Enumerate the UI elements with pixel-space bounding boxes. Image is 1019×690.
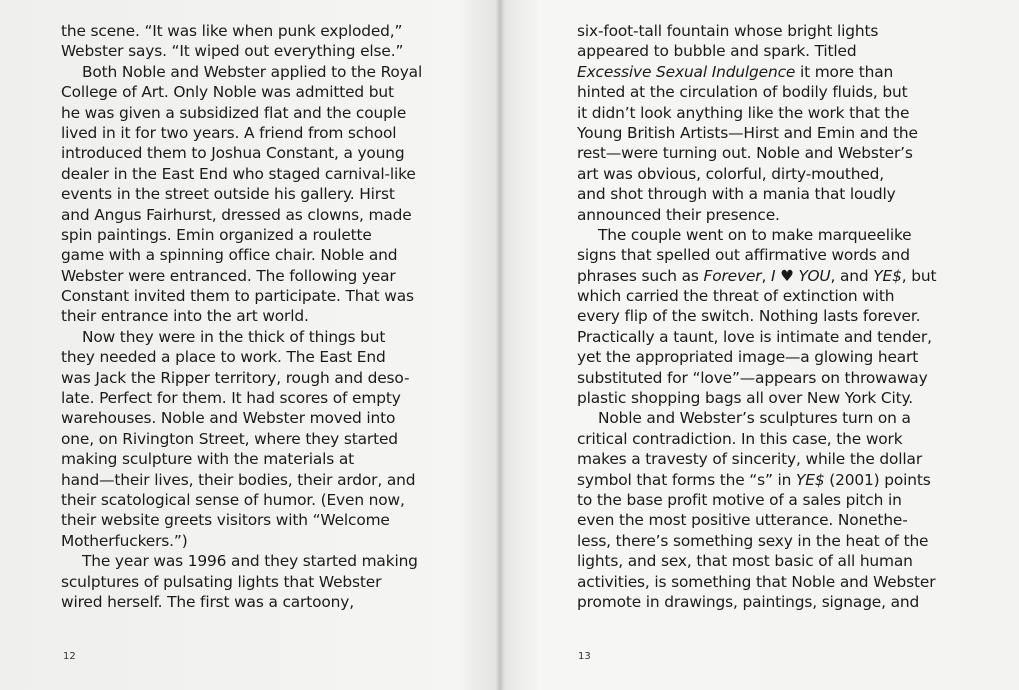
text-segment: Practically a taunt, love is intimate and tender, [577, 327, 932, 346]
text-line [577, 531, 1007, 551]
text-line: warehouses. Noble and Webster moved into [61, 409, 396, 428]
text-segment: Young British Artists—Hirst and Emin and the [577, 123, 918, 142]
text-line [577, 551, 1007, 571]
text-segment: phrases such as [577, 266, 704, 285]
text-segment: hinted at the circulation of bodily fluids, but [577, 83, 908, 102]
text-segment: activities, is something that Noble and Webster [577, 572, 936, 591]
text-line [577, 266, 1007, 286]
text-line: Both Noble and Webster applied to the Royal [82, 62, 423, 81]
italic-title: Forever [703, 266, 762, 285]
text-line: spin paintings. Emin organized a roulette [61, 225, 372, 244]
left-page-body-text [61, 21, 481, 612]
text-line [577, 408, 1007, 428]
text-line [577, 490, 1007, 510]
text-line [577, 572, 1007, 592]
text-line: The year was 1996 and they started making [82, 552, 418, 571]
text-segment: promote in drawings, paintings, signage, and [577, 592, 920, 611]
text-segment: and shot through with a mania that loudly [577, 185, 896, 204]
text-line: sculptures of pulsating lights that Webster [61, 572, 382, 591]
italic-title: Excessive Sexual Indulgence [577, 62, 796, 81]
text-line [577, 184, 1007, 204]
text-line [577, 347, 1007, 367]
text-segment: art was obvious, colorful, dirty-mouthed, [577, 164, 885, 183]
text-line [577, 164, 1007, 184]
text-line [577, 470, 1007, 490]
text-line: introduced them to Joshua Constant, a young [61, 144, 405, 163]
text-line: he was given a subsidized flat and the couple [61, 103, 407, 122]
text-line [577, 143, 1007, 163]
text-line: their scatological sense of humor. (Even now, [61, 490, 405, 509]
text-line: dealer in the East End who staged carnival-like [61, 164, 416, 183]
text-segment: plastic shopping bags all over New York City. [577, 389, 914, 408]
text-segment: lights, and sex, that most basic of all human [577, 552, 913, 571]
right-page [500, 0, 1019, 690]
text-line: Now they were in the thick of things but [82, 327, 386, 346]
text-segment: The couple went on to make marqueelike [598, 225, 912, 244]
text-line: their website greets visitors with “Welcome [61, 511, 390, 530]
text-segment: less, there’s something sexy in the heat of the [577, 531, 929, 550]
italic-title: YE$ [873, 266, 902, 285]
text-line: events in the street outside his gallery. Hirst [61, 185, 395, 204]
text-segment: which carried the threat of extinction with [577, 287, 895, 306]
text-line: the scene. “It was like when punk exploded,” [61, 22, 403, 40]
left-page-number: 12 [63, 651, 76, 662]
text-segment: every flip of the switch. Nothing lasts forever. [577, 307, 921, 326]
text-line: was Jack the Ripper territory, rough and deso- [61, 368, 410, 387]
text-segment: even the most positive utterance. Nonethe- [577, 511, 908, 530]
text-line [577, 327, 1007, 347]
italic-title: YE$ [796, 470, 825, 489]
italic-title: I ♥ YOU [770, 266, 831, 285]
text-line: Webster says. “It wiped out everything else.” [61, 42, 404, 61]
text-line [577, 510, 1007, 530]
text-segment: yet the appropriated image—a glowing heart [577, 348, 919, 367]
text-line [577, 429, 1007, 449]
right-page-number: 13 [578, 651, 591, 662]
text-line [577, 388, 1007, 408]
text-line: one, on Rivington Street, where they started [61, 429, 398, 448]
text-line [577, 449, 1007, 469]
text-line [577, 41, 1007, 61]
text-line [577, 286, 1007, 306]
text-line: game with a spinning office chair. Noble and [61, 246, 398, 265]
text-line [577, 225, 1007, 245]
text-segment: appeared to bubble and spark. Titled [577, 42, 857, 61]
text-segment: to the base profit motive of a sales pitch in [577, 490, 902, 509]
text-line [577, 592, 1007, 612]
text-line: hand—their lives, their bodies, their ardor, and [61, 470, 416, 489]
text-segment: , but [901, 266, 937, 285]
text-line [577, 306, 1007, 326]
text-line: and Angus Fairhurst, dressed as clowns, made [61, 205, 412, 224]
text-line [577, 123, 1007, 143]
text-line [577, 368, 1007, 388]
text-segment: makes a travesty of sincerity, while the dollar [577, 450, 923, 469]
text-line [577, 82, 1007, 102]
text-segment: (2001) points [824, 470, 931, 489]
text-segment: substituted for “love”—appears on throwaway [577, 368, 928, 387]
text-line [577, 62, 1007, 82]
text-segment: it more than [795, 62, 894, 81]
text-line [577, 103, 1007, 123]
text-line [577, 205, 1007, 225]
right-page-body-text [577, 21, 1007, 612]
text-line [577, 21, 1007, 41]
text-line [577, 245, 1007, 265]
text-line: late. Perfect for them. It had scores of empty [61, 389, 401, 408]
text-line: College of Art. Only Noble was admitted but [61, 83, 394, 102]
text-line: Motherfuckers.”) [61, 531, 188, 550]
text-line: making sculpture with the materials at [61, 450, 355, 469]
text-segment: announced their presence. [577, 205, 780, 224]
text-line: Webster were entranced. The following year [61, 266, 396, 285]
text-segment: six-foot-tall fountain whose bright lights [577, 22, 879, 40]
text-segment: critical contradiction. In this case, the work [577, 429, 903, 448]
text-segment: rest—were turning out. Noble and Webster’s [577, 144, 913, 163]
text-segment: it didn’t look anything like the work that the [577, 103, 910, 122]
text-segment: , [761, 266, 771, 285]
text-line: Constant invited them to participate. That was [61, 287, 414, 306]
text-line: wired herself. The first was a cartoony, [61, 592, 354, 611]
text-segment: symbol that forms the “s” in [577, 470, 796, 489]
text-line: their entrance into the art world. [61, 307, 309, 326]
text-segment: Noble and Webster’s sculptures turn on a [598, 409, 911, 428]
text-segment: , and [830, 266, 874, 285]
text-line: lived in it for two years. A friend from school [61, 123, 397, 142]
text-segment: signs that spelled out affirmative words and [577, 246, 910, 265]
left-page [0, 0, 498, 690]
text-line: they needed a place to work. The East End [61, 348, 386, 367]
